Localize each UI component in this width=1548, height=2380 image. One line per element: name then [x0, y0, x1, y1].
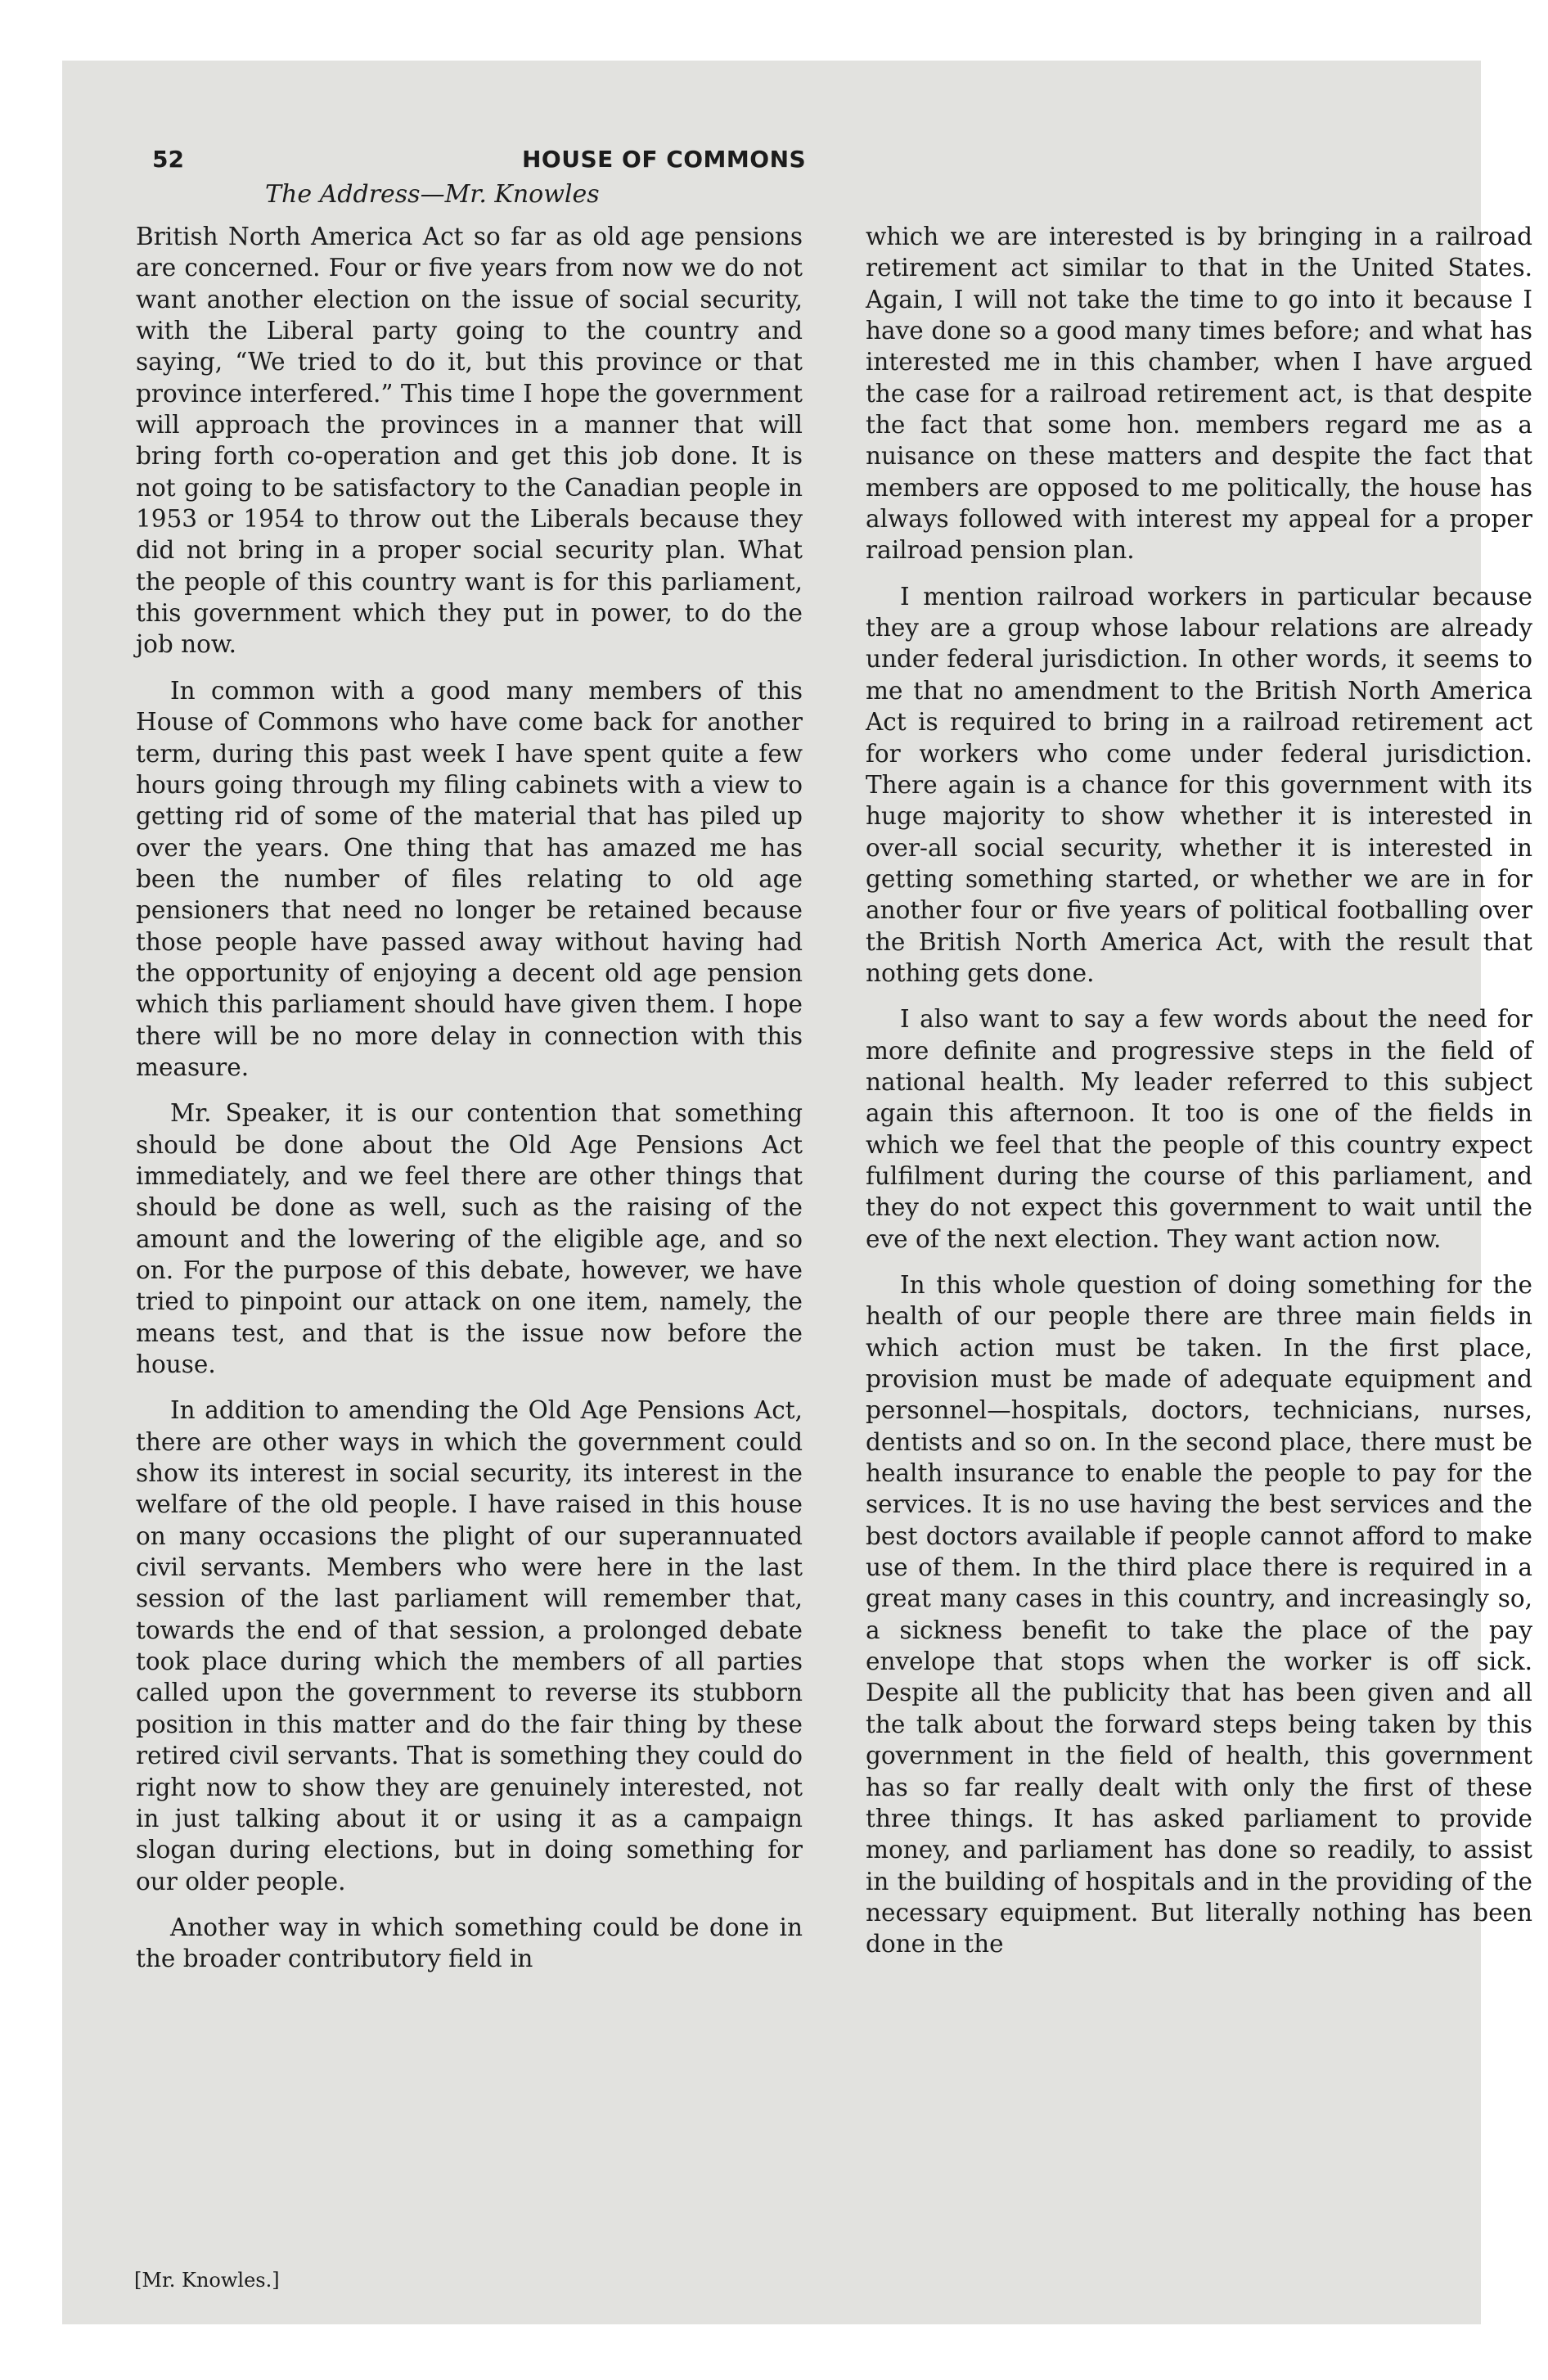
- paragraph: Mr. Speaker, it is our contention that something should be done about the Old Age Pensions Act immediately, and we feel there are other things that should be done as well, such as the raising of the amount and the lowering of the eligible age, and so on. For the purpose of this debate, however, we have tried to pinpoint our attack on one item, namely, the means test, and that is the issue now before the house.: [136, 1099, 803, 1379]
- page-sheet: [62, 61, 1532, 2324]
- paragraph: Another way in which something could be done in the broader contributory field in: [136, 1913, 803, 1973]
- paragraph: I also want to say a few words about the need for more definite and progressive steps in the field of national health. My leader referred to this subject again this afternoon. It too is one of the fields in which we feel that the people of this country expect fulfilment during the course of this parliament, and they do not expect this government to wait until the eve of the next election. They want action now.: [866, 1005, 1532, 1253]
- page-number: 52: [152, 146, 184, 173]
- paragraph: In this whole question of doing something for the health of our people there are three main fields in which action must be taken. In the first place, provision must be made of adequate equipment and personnel—hospitals, doctors, technicians, nurses, dentists and so on. In the second place, there must be health insurance to enable the people to pay for the services. It is no use having the best services and the best doctors available if people cannot afford to make use of them. In the third place there is required in a great many cases in this country, and increasingly so, a sickness benefit to take the place of the pay envelope that stops when the worker is off sick. Despite all the publicity that has been given and all the talk about the forward steps being taken by this government in the field of health, this government has so far really dealt with only the first of these three things. It has asked parliament to provide money, and parliament has done so readily, to assist in the building of hospitals and in the providing of the necessary equipment. But literally nothing has been done in the: [866, 1271, 1532, 1959]
- left-column: [136, 221, 803, 1990]
- header-title: HOUSE OF COMMONS: [522, 146, 807, 173]
- paragraph: which we are interested is by bringing in a railroad retirement act similar to that in the United States. Again, I will not take the time to go into it because I have done so a good many times before; and what has interested me in this chamber, when I have argued the case for a railroad retirement act, is that despite the fact that some hon. members regard me as a nuisance on these matters and despite the fact that members are opposed to me politically, the house has always followed with interest my appeal for a proper railroad pension plan.: [866, 223, 1532, 565]
- right-column: [866, 221, 1532, 1975]
- debate-subtitle: The Address—Mr. Knowles: [265, 180, 600, 209]
- paragraph: British North America Act so far as old age pensions are concerned. Four or five years from now we do not want another election on the issue of social security, with the Liberal party going to the country and saying, “We tried to do it, but this province or that province interfered.” This time I hope the government will approach the provinces in a manner that will bring forth co-operation and get this job done. It is not going to be satisfactory to the Canadian people in 1953 or 1954 to throw out the Liberals because they did not bring in a proper social security plan. What the people of this country want is for this parliament, this government which they put in power, to do the job now.: [136, 223, 803, 659]
- paragraph: In common with a good many members of this House of Commons who have come back for another term, during this past week I have spent quite a few hours going through my filing cabinets with a view to getting rid of some of the material that has piled up over the years. One thing that has amazed me has been the number of files relating to old age pensioners that need no longer be retained because those people have passed away without having had the opportunity of enjoying a decent old age pension which this parliament should have given them. I hope there will be no more delay in connection with this measure.: [136, 676, 803, 1081]
- paragraph: In addition to amending the Old Age Pensions Act, there are other ways in which the government could show its interest in social security, its interest in the welfare of the old people. I have raised in this house on many occasions the plight of our superannuated civil servants. Members who were here in the last session of the last parliament will remember that, towards the end of that session, a prolonged debate took place during which the members of all parties called upon the government to reverse its stubborn position in this matter and do the fair thing by these retired civil servants. That is something they could do right now to show they are genuinely interested, not in just talking about it or using it as a campaign slogan during elections, but in doing something for our older people.: [136, 1396, 803, 1895]
- speaker-footnote: [Mr. Knowles.]: [134, 2269, 280, 2292]
- paragraph: I mention railroad workers in particular because they are a group whose labour relations are already under federal jurisdiction. In other words, it seems to me that no amendment to the British North America Act is required to bring in a railroad retirement act for workers who come under federal jurisdiction. There again is a chance for this government with its huge majority to show whether it is interested in over-all social security, whether it is interested in getting something started, or whether we are in for another four or five years of political footballing over the British North America Act, with the result that nothing gets done.: [866, 582, 1532, 987]
